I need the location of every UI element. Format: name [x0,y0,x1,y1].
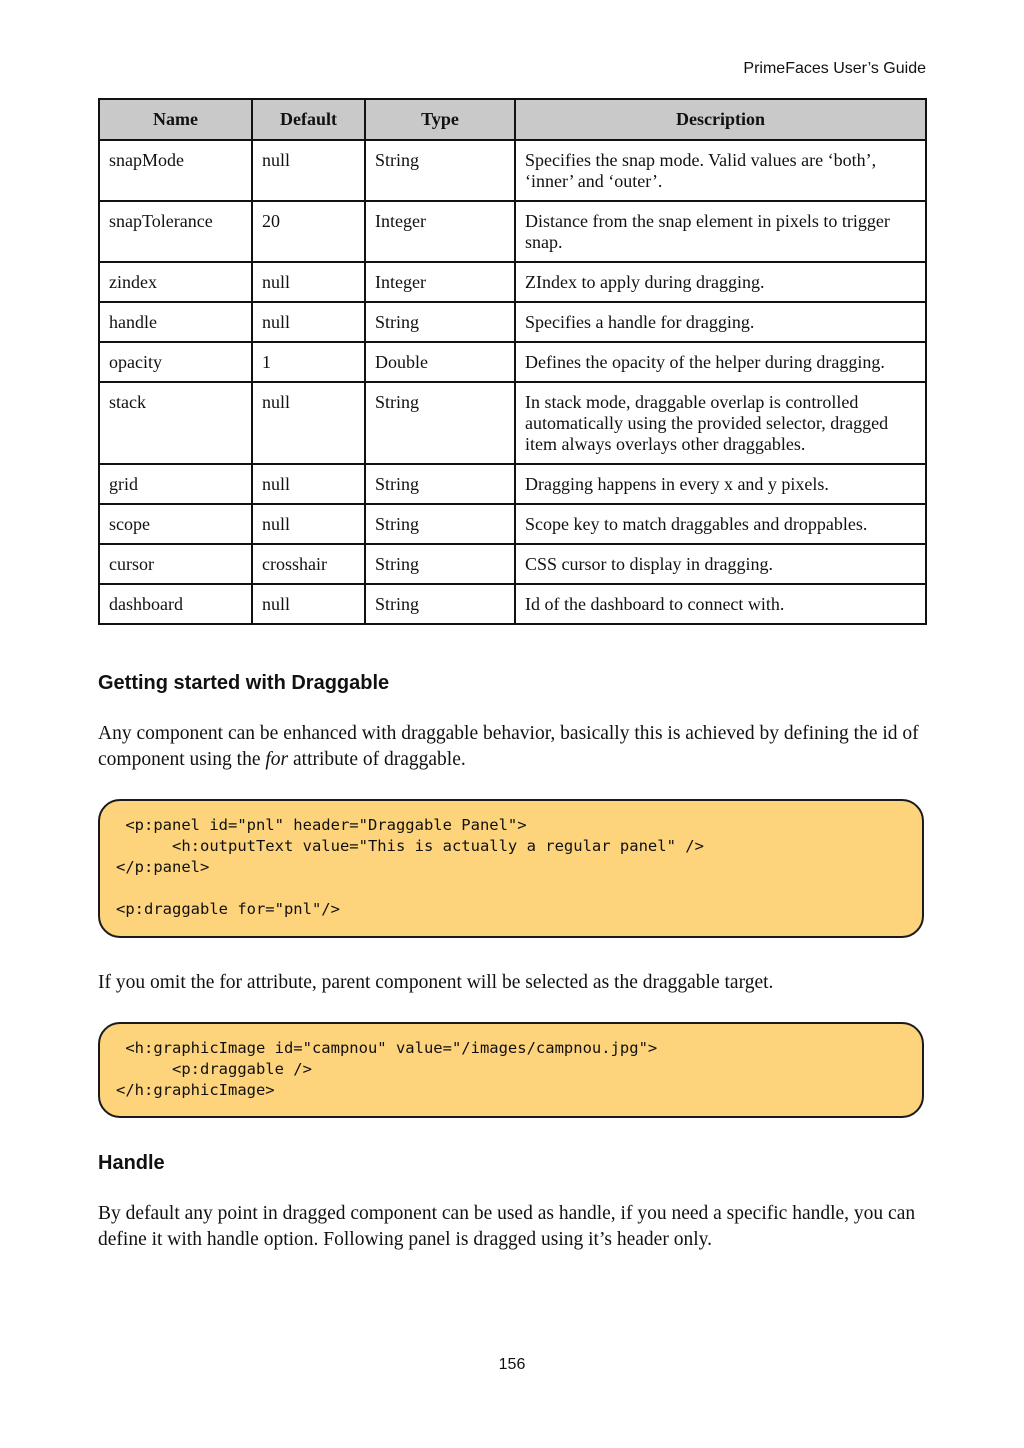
code-line: <p:panel id="pnl" header="Draggable Panel"> [116,816,527,834]
code-block-panel [98,799,924,938]
table-row [99,302,926,342]
cell-name: scope [99,504,252,544]
code-line [116,878,906,899]
cell-description: ZIndex to apply during dragging. [515,262,926,302]
cell-description: Scope key to match draggables and droppables. [515,504,926,544]
cell-type: String [365,140,515,201]
code-line: <h:outputText value="This is actually a regular panel" /> [116,837,704,855]
intro-emphasis-for: for [265,749,289,770]
cell-type: String [365,464,515,504]
cell-default: crosshair [252,544,365,584]
cell-default: null [252,504,365,544]
table-row [99,382,926,464]
page-number: 156 [498,1356,526,1373]
cell-type: String [365,302,515,342]
omit-for-paragraph: If you omit the for attribute, parent component will be selected as the draggable target. [98,972,774,993]
intro-paragraph [98,721,928,773]
code-line: </p:panel> [116,858,210,876]
cell-default: null [252,140,365,201]
column-header-default: Default [252,99,365,140]
code-block-graphic-image [98,1022,924,1118]
page-header-title: PrimeFaces User’s Guide [743,60,926,77]
table-row [99,140,926,201]
cell-description: Specifies a handle for dragging. [515,302,926,342]
column-header-name: Name [99,99,252,140]
code-line: <h:graphicImage id="campnou" value="/images/campnou.jpg"> [116,1039,658,1057]
cell-type: Double [365,342,515,382]
column-header-type: Type [365,99,515,140]
cell-description: Id of the dashboard to connect with. [515,584,926,624]
section-heading-getting-started: Getting started with Draggable [98,672,390,694]
cell-description: Defines the opacity of the helper during dragging. [515,342,926,382]
cell-type: String [365,584,515,624]
handle-paragraph: By default any point in dragged component can be used as handle, if you need a specific handle, you can define it with handle option. Following panel is dragged using it’s header only. [98,1203,916,1250]
intro-text-after: attribute of draggable. [288,749,466,770]
cell-description: Dragging happens in every x and y pixels. [515,464,926,504]
cell-name: opacity [99,342,252,382]
table-row [99,544,926,584]
cell-name: snapTolerance [99,201,252,262]
code-line: </h:graphicImage> [116,1081,275,1099]
attributes-table [98,98,927,625]
table-row [99,504,926,544]
cell-default: null [252,382,365,464]
cell-name: dashboard [99,584,252,624]
table-row [99,464,926,504]
cell-description: Distance from the snap element in pixels to trigger snap. [515,201,926,262]
cell-default: null [252,464,365,504]
cell-default: null [252,302,365,342]
cell-type: String [365,544,515,584]
cell-description: CSS cursor to display in dragging. [515,544,926,584]
cell-default: 1 [252,342,365,382]
cell-name: snapMode [99,140,252,201]
table-row [99,201,926,262]
cell-default: null [252,262,365,302]
cell-description: Specifies the snap mode. Valid values are ‘both’, ‘inner’ and ‘outer’. [515,140,926,201]
cell-name: cursor [99,544,252,584]
cell-default: 20 [252,201,365,262]
cell-name: stack [99,382,252,464]
code-line: <p:draggable /> [116,1060,312,1078]
code-line: <p:draggable for="pnl"/> [116,900,340,918]
table-row [99,262,926,302]
table-row [99,342,926,382]
cell-description: In stack mode, draggable overlap is controlled automatically using the provided selector, dragged item always overlays other draggables. [515,382,926,464]
column-header-description: Description [515,99,926,140]
cell-name: handle [99,302,252,342]
intro-text-before: Any component can be enhanced with draggable behavior, basically this is achieved by defining the id of component using the [98,723,919,770]
cell-type: Integer [365,262,515,302]
cell-type: String [365,504,515,544]
section-heading-handle: Handle [98,1152,165,1174]
table-row [99,584,926,624]
cell-name: grid [99,464,252,504]
cell-name: zindex [99,262,252,302]
cell-type: String [365,382,515,464]
cell-default: null [252,584,365,624]
table-header-row [99,99,926,140]
cell-type: Integer [365,201,515,262]
